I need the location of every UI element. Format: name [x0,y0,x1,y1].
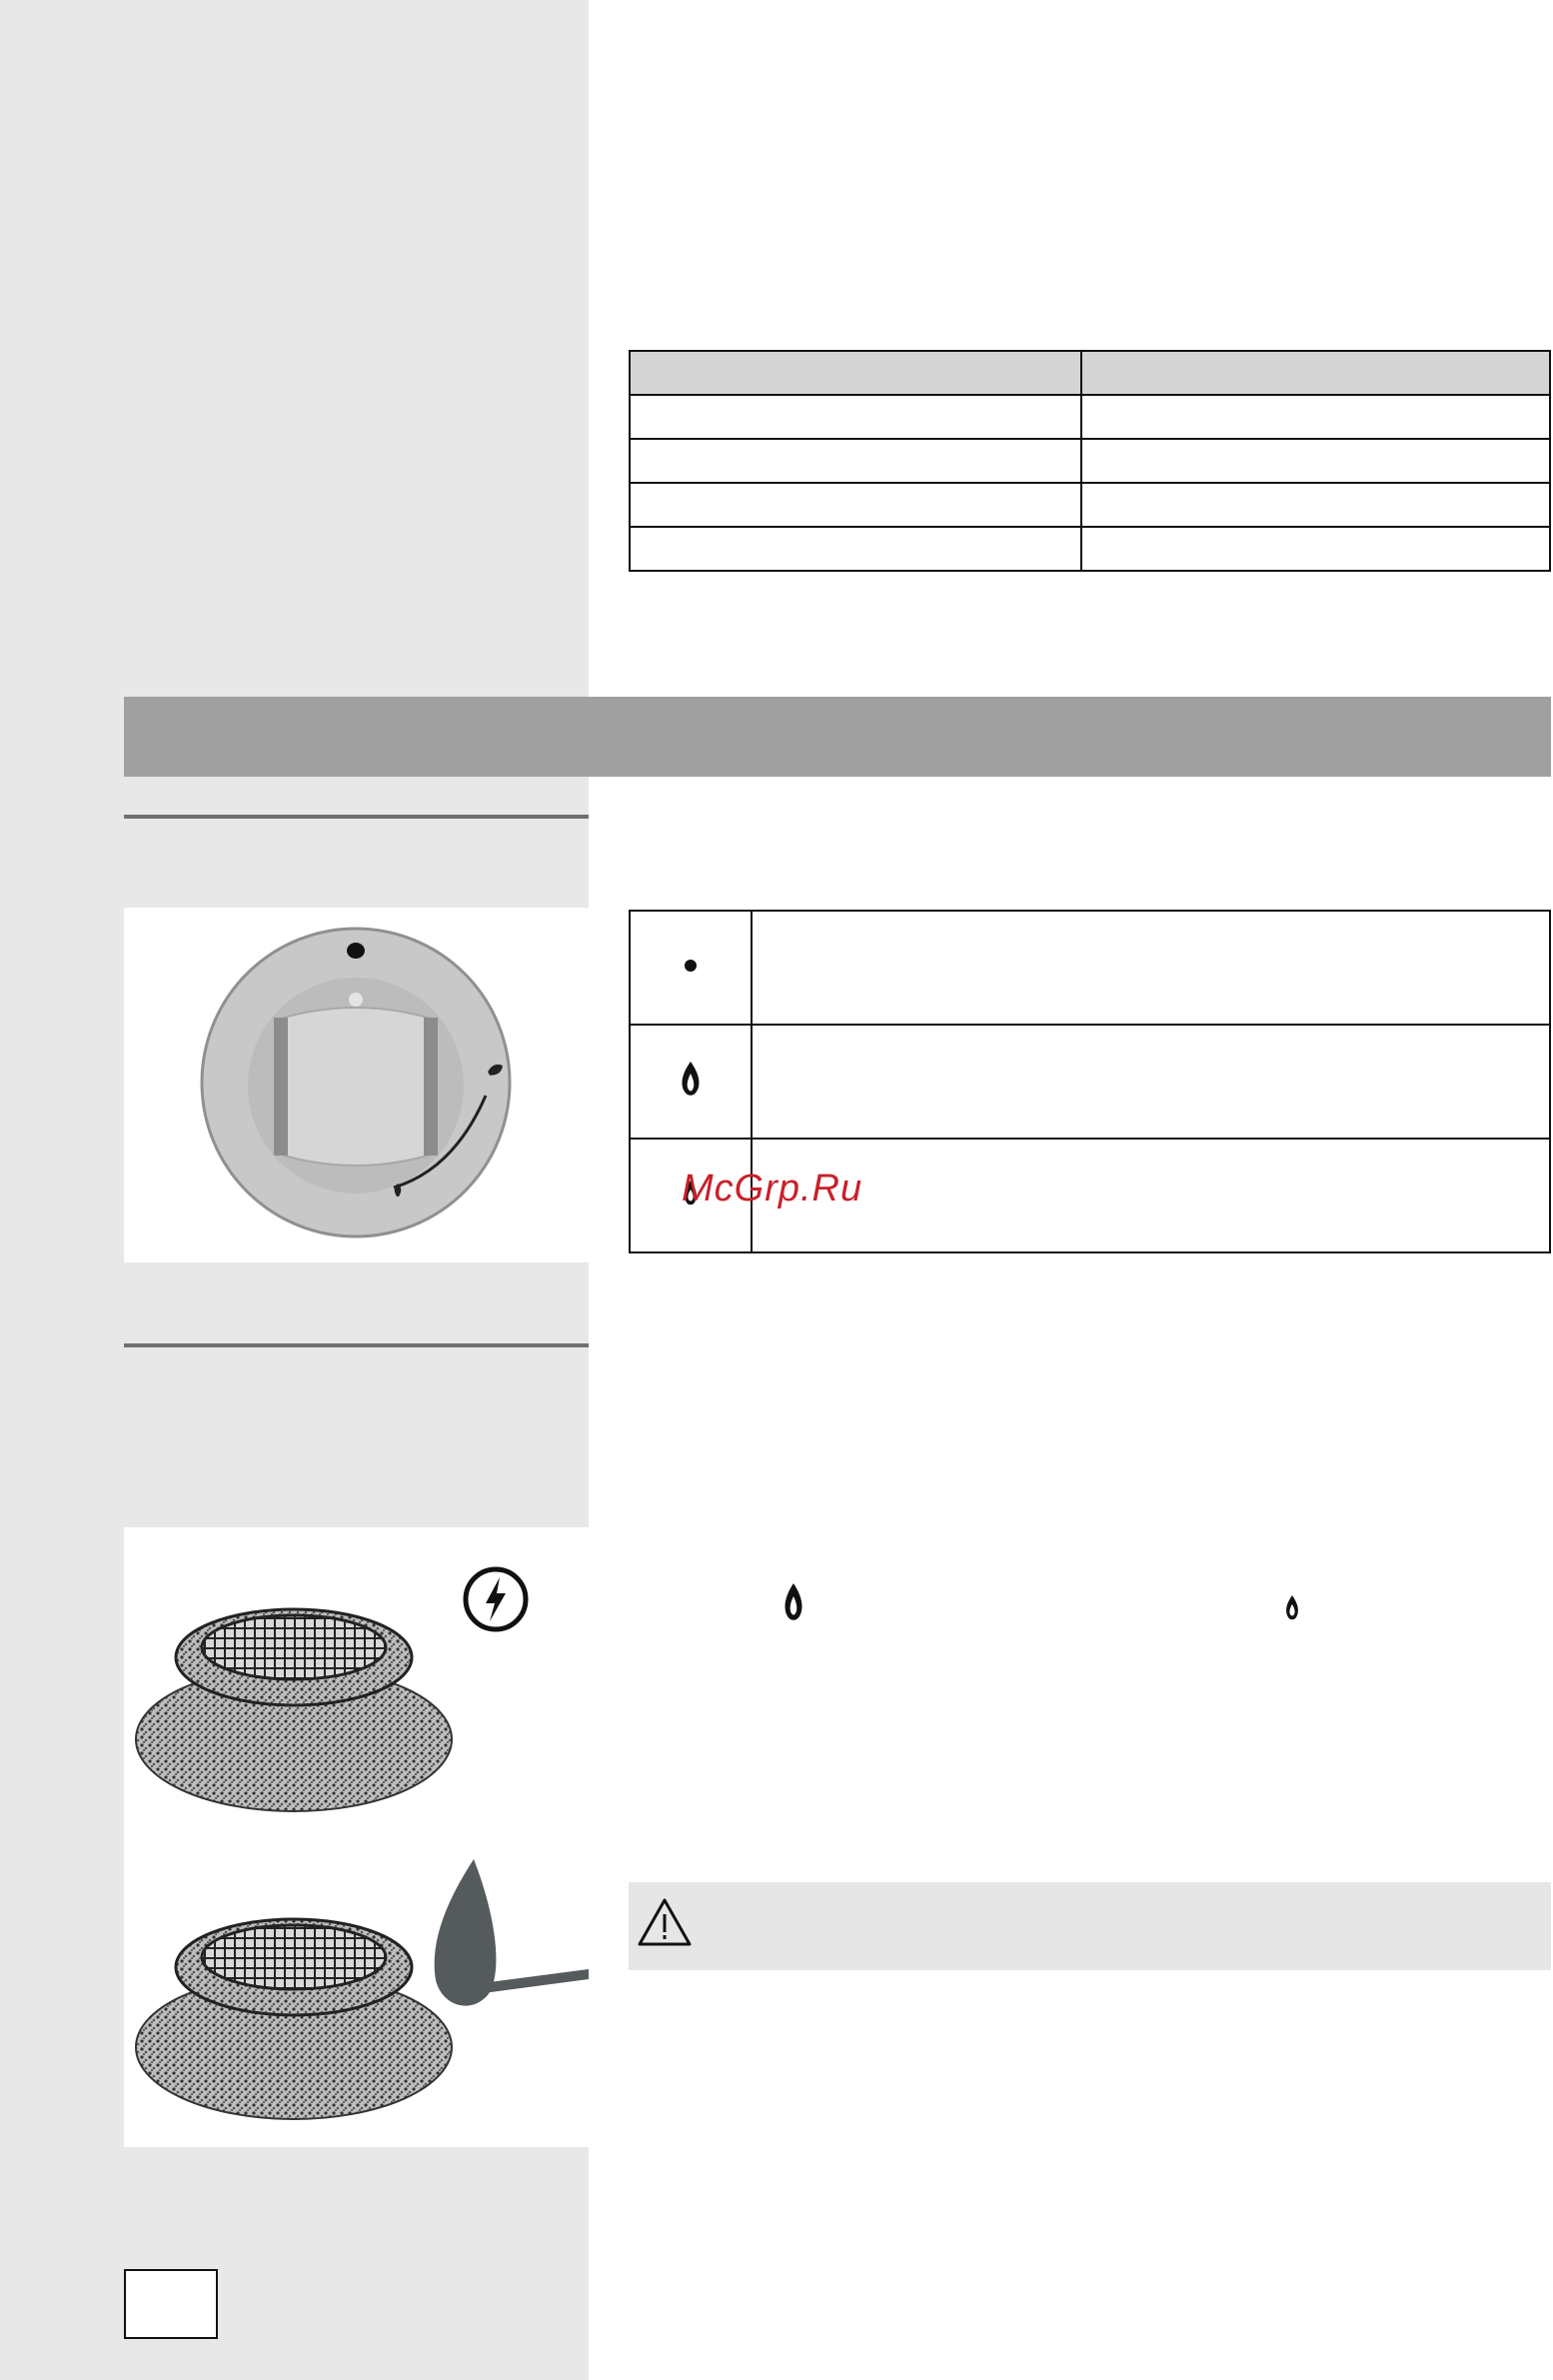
table-cell [752,1139,1550,1252]
table-cell [630,395,1081,439]
match-flame-icon [424,1855,589,2025]
table-row [630,483,1550,527]
lightning-bolt-icon [460,1563,532,1635]
table-cell [752,1025,1550,1139]
section-divider [124,1343,589,1347]
table-cell [1081,351,1550,395]
table-row [630,527,1550,571]
table-header-row [630,351,1550,395]
warning-box [629,1882,1551,1970]
table-cell [1081,483,1550,527]
small-flame-icon [1283,1593,1301,1623]
page-number-box [124,2269,218,2339]
knob-illustration-panel [124,908,589,1262]
table-cell [1081,439,1550,483]
section-divider [124,815,589,819]
table-cell [630,527,1081,571]
burner-illustration-panel [124,1527,589,2147]
table-cell [630,1025,752,1139]
table-row [630,439,1550,483]
spec-table [629,350,1551,572]
table-cell [630,483,1081,527]
table-cell [630,439,1081,483]
warning-triangle-icon [637,1896,693,1948]
table-cell [1081,395,1550,439]
large-flame-icon [679,1060,703,1100]
table-cell [1081,527,1550,571]
table-cell [630,351,1081,395]
table-row [630,911,1550,1025]
watermark: McGrp.Ru [682,1168,863,1209]
control-knob-icon [124,908,589,1262]
table-cell [630,911,752,1025]
table-cell [752,911,1550,1025]
dot-off-icon [681,956,701,976]
large-flame-icon [781,1581,805,1625]
table-row [630,1025,1550,1139]
section-banner [124,697,1551,777]
table-row [630,395,1550,439]
